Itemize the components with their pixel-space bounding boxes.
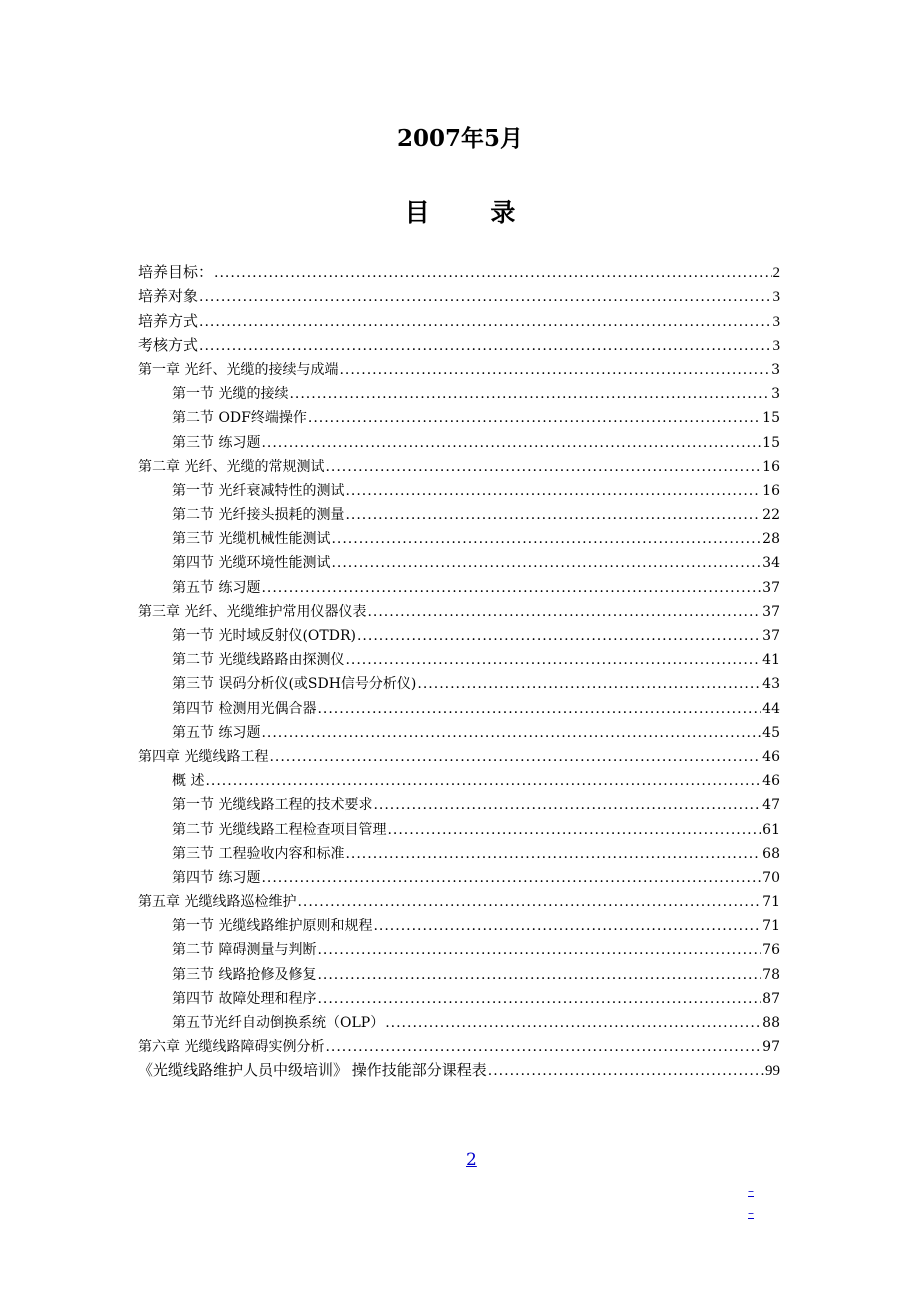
- toc-entry[interactable]: [138, 257, 780, 281]
- toc-entry[interactable]: [138, 934, 780, 958]
- toc-entry[interactable]: [138, 499, 780, 523]
- toc-entry[interactable]: [138, 475, 780, 499]
- toc-entry[interactable]: [138, 862, 780, 886]
- toc-entry-page: 28: [762, 531, 780, 548]
- toc-leader-dots: [317, 942, 761, 958]
- toc-entry-page: 70: [762, 869, 780, 886]
- toc-entry-title: 第五节 练习题: [172, 579, 261, 596]
- document-date: 2007年5月: [396, 125, 524, 152]
- toc-leader-dots: [417, 676, 761, 692]
- toc-leader-dots: [214, 265, 771, 281]
- toc-entry-page: 3: [772, 289, 780, 306]
- toc-entry-title: 第四节 故障处理和程序: [172, 990, 317, 1007]
- toc-leader-dots: [199, 289, 771, 305]
- toc-leader-dots: [325, 459, 761, 475]
- toc-entry[interactable]: [138, 910, 780, 934]
- toc-leader-dots: [308, 410, 761, 426]
- toc-entry[interactable]: [138, 378, 780, 402]
- toc-leader-dots: [261, 435, 761, 451]
- toc-entry-page: 45: [762, 724, 780, 741]
- toc-entry-page: 37: [762, 579, 780, 596]
- toc-entry-title: 第五节光纤自动倒换系统（OLP）: [172, 1015, 385, 1031]
- toc-entry[interactable]: [138, 596, 780, 620]
- toc-entry-title: 第一节 光纤衰减特性的测试: [172, 482, 345, 499]
- toc-entry[interactable]: [138, 644, 780, 668]
- toc-entry-page: 99: [765, 1063, 780, 1080]
- toc-leader-dots: [373, 918, 761, 934]
- toc-entry-title: 第三章 光纤、光缆维护常用仪器仪表: [138, 603, 367, 620]
- toc-entry-title: 第二节 障碍测量与判断: [172, 942, 317, 959]
- toc-entry-page: 87: [762, 990, 780, 1007]
- toc-entry[interactable]: [138, 547, 780, 571]
- toc-leader-dots: [387, 822, 761, 838]
- toc-entry-page: 88: [762, 1015, 780, 1031]
- toc-leader-dots: [269, 749, 761, 765]
- toc-leader-dots: [345, 846, 761, 862]
- toc-leader-dots: [261, 725, 761, 741]
- toc-entry-page: 37: [762, 603, 780, 620]
- toc-leader-dots: [339, 362, 770, 378]
- toc-entry[interactable]: [138, 789, 780, 813]
- toc-leader-dots: [261, 580, 761, 596]
- toc-entry[interactable]: [138, 354, 780, 378]
- toc-entry[interactable]: [138, 983, 780, 1007]
- toc-leader-dots: [205, 773, 761, 789]
- toc-leader-dots: [317, 991, 761, 1007]
- toc-entry[interactable]: [138, 402, 780, 426]
- toc-leader-dots: [385, 1015, 761, 1031]
- toc-entry[interactable]: [138, 765, 780, 789]
- toc-entry-page: 44: [762, 700, 780, 717]
- toc-entry-page: 76: [762, 942, 780, 959]
- toc-leader-dots: [317, 967, 761, 983]
- toc-entry[interactable]: [138, 1055, 780, 1079]
- toc-entry-title: 考核方式: [138, 337, 199, 354]
- toc-heading: 目 录: [404, 198, 542, 227]
- toc-entry[interactable]: [138, 620, 780, 644]
- toc-entry-page: 71: [762, 894, 780, 911]
- footer-mark-link-1[interactable]: –: [748, 1184, 754, 1198]
- toc-entry[interactable]: [138, 281, 780, 305]
- toc-entry-title: 第五节 练习题: [172, 724, 261, 741]
- toc-entry-page: 46: [762, 748, 780, 765]
- toc-entry-page: 22: [762, 507, 780, 524]
- toc-leader-dots: [367, 604, 761, 620]
- toc-entry-title: 第三节 工程验收内容和标准: [172, 845, 345, 862]
- toc-entry-title: 第二章 光纤、光缆的常规测试: [138, 458, 325, 475]
- toc-entry-page: 47: [762, 797, 780, 814]
- toc-leader-dots: [261, 870, 761, 886]
- toc-entry-title: 第一节 光缆线路维护原则和规程: [172, 918, 373, 935]
- table-of-contents: [138, 257, 780, 1079]
- toc-entry-page: 2: [772, 265, 780, 282]
- toc-entry-page: 3: [772, 337, 780, 354]
- toc-entry-title: 第二节 光纤接头损耗的测量: [172, 507, 345, 524]
- toc-leader-dots: [488, 1063, 764, 1079]
- page-number-link[interactable]: 2: [466, 1150, 477, 1170]
- toc-entry[interactable]: [138, 523, 780, 547]
- toc-entry-page: 16: [762, 482, 780, 499]
- toc-leader-dots: [199, 314, 771, 330]
- toc-entry[interactable]: [138, 958, 780, 982]
- toc-entry-page: 15: [762, 434, 780, 451]
- toc-leader-dots: [331, 531, 761, 547]
- toc-leader-dots: [317, 701, 761, 717]
- toc-entry[interactable]: [138, 668, 780, 692]
- toc-entry-title: 第二节 ODF终端操作: [172, 410, 307, 427]
- toc-entry-page: 43: [762, 676, 780, 693]
- toc-leader-dots: [357, 628, 761, 644]
- toc-entry-title: 第四节 光缆环境性能测试: [172, 555, 331, 572]
- toc-entry-title: 第四节 练习题: [172, 869, 261, 886]
- toc-entry-page: 3: [771, 361, 780, 378]
- toc-leader-dots: [345, 652, 761, 668]
- toc-entry[interactable]: [138, 838, 780, 862]
- toc-entry-page: 71: [762, 918, 780, 935]
- toc-entry-title: 培养对象: [138, 289, 199, 306]
- toc-entry-title: 第三节 练习题: [172, 434, 261, 451]
- toc-entry-title: 第一章 光纤、光缆的接续与成端: [138, 361, 339, 378]
- toc-entry-page: 37: [762, 628, 780, 644]
- toc-leader-dots: [373, 797, 761, 813]
- toc-leader-dots: [297, 894, 761, 910]
- toc-entry-page: 15: [762, 410, 780, 427]
- footer-mark-link-2[interactable]: –: [748, 1206, 754, 1220]
- toc-entry-title: 第三节 误码分析仪(或SDH信号分析仪): [172, 676, 417, 693]
- toc-entry[interactable]: [138, 305, 780, 329]
- toc-entry-page: 34: [762, 555, 780, 572]
- toc-entry-title: 培养目标：: [138, 265, 214, 282]
- toc-entry-title: 《光缆线路维护人员中级培训》 操作技能部分课程表: [138, 1063, 487, 1080]
- toc-leader-dots: [289, 386, 770, 402]
- toc-entry-title: 第五章 光缆线路巡检维护: [138, 894, 297, 911]
- toc-entry-page: 3: [772, 313, 780, 330]
- toc-entry-page: 68: [762, 845, 780, 862]
- toc-entry-title: 概 述: [172, 773, 205, 790]
- toc-entry[interactable]: [138, 426, 780, 450]
- toc-entry[interactable]: [138, 1031, 780, 1055]
- toc-entry-title: 第一节 光时域反射仪(OTDR): [172, 628, 356, 644]
- toc-entry-page: 97: [762, 1039, 780, 1056]
- toc-leader-dots: [199, 338, 771, 354]
- toc-entry-title: 第二节 光缆线路路由探测仪: [172, 652, 345, 669]
- toc-entry-page: 61: [762, 821, 780, 838]
- toc-entry[interactable]: [138, 330, 780, 354]
- toc-entry[interactable]: [138, 741, 780, 765]
- toc-entry[interactable]: [138, 451, 780, 475]
- toc-entry-page: 46: [762, 773, 780, 790]
- toc-entry[interactable]: [138, 717, 780, 741]
- toc-entry-title: 第三节 线路抢修及修复: [172, 966, 317, 983]
- toc-entry-title: 第二节 光缆线路工程检查项目管理: [172, 821, 387, 838]
- toc-entry-title: 第一节 光缆线路工程的技术要求: [172, 797, 373, 814]
- toc-leader-dots: [331, 555, 761, 571]
- toc-entry-title: 第四章 光缆线路工程: [138, 748, 269, 765]
- toc-entry-page: 3: [771, 386, 780, 403]
- toc-entry[interactable]: [138, 886, 780, 910]
- toc-entry-title: 第三节 光缆机械性能测试: [172, 531, 331, 548]
- toc-entry[interactable]: [138, 1007, 780, 1031]
- toc-leader-dots: [345, 483, 761, 499]
- toc-entry-page: 41: [762, 652, 780, 669]
- toc-entry-page: 16: [762, 458, 780, 475]
- toc-entry-title: 第六章 光缆线路障碍实例分析: [138, 1039, 325, 1056]
- toc-entry[interactable]: [138, 813, 780, 837]
- toc-entry[interactable]: [138, 692, 780, 716]
- toc-entry[interactable]: [138, 571, 780, 595]
- toc-entry-title: 第四节 检测用光偶合器: [172, 700, 317, 717]
- toc-entry-title: 第一节 光缆的接续: [172, 386, 289, 403]
- toc-entry-title: 培养方式: [138, 313, 199, 330]
- toc-leader-dots: [325, 1039, 761, 1055]
- toc-entry-page: 78: [762, 966, 780, 983]
- toc-leader-dots: [345, 507, 761, 523]
